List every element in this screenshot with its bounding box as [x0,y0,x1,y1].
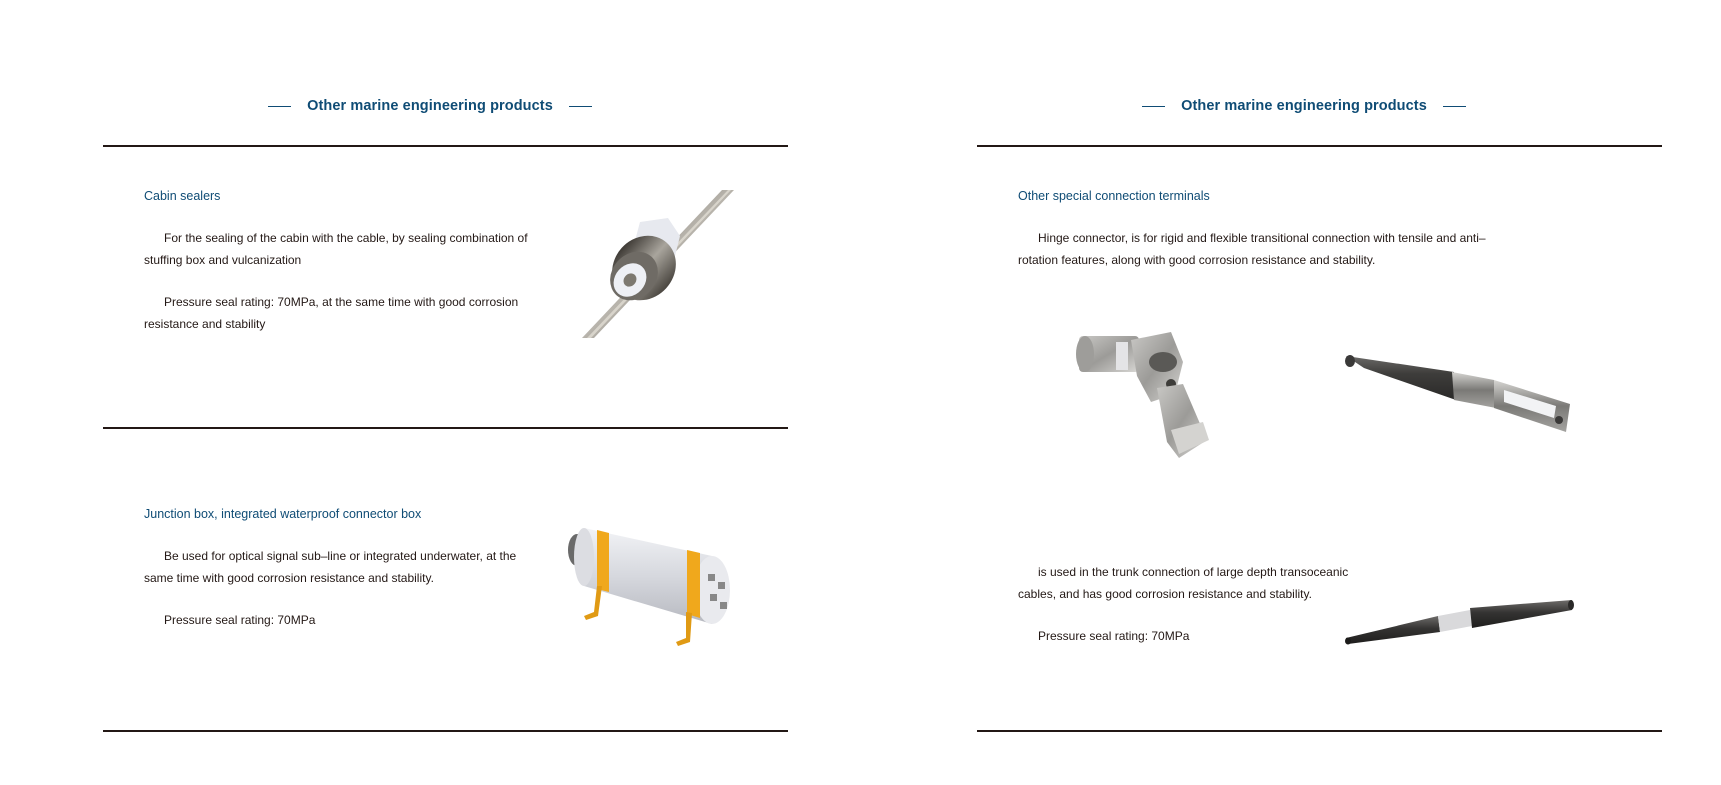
divider-bottom [977,730,1662,732]
divider-top [103,145,788,147]
page-header [0,94,860,114]
header-dash-right [569,106,592,108]
section-title-junction-box: Junction box, integrated waterproof connector box [144,507,422,521]
trunk-cable-connector-image [1344,598,1574,646]
header-dash-left [1142,106,1165,108]
cabin-sealers-desc: For the sealing of the cabin with the cable, by sealing combination of stuffing box and vulcanization [144,231,528,267]
trunk-connector-rating: Pressure seal rating: 70MPa [1038,629,1190,643]
hinge-connector-desc: Hinge connector, is for rigid and flexible transitional connection with tensile and anti–rotation features, along with good corrosion resistance and stability. [1018,231,1486,267]
divider-middle [103,427,788,429]
hinge-connector-image [1071,322,1221,462]
junction-box-rating: Pressure seal rating: 70MPa [164,613,316,627]
divider-bottom [103,730,788,732]
section-title-special-terminals: Other special connection terminals [1018,189,1210,203]
header-dash-left [268,106,291,108]
clevis-terminal-image [1344,350,1574,435]
page-title: Other marine engineering products [1181,98,1427,115]
header-dash-right [1443,106,1466,108]
page-title: Other marine engineering products [307,98,553,115]
cabin-sealers-rating: Pressure seal rating: 70MPa, at the same time with good corrosion resistance and stability [144,295,519,331]
cable-gland-sealer-image [582,190,737,338]
junction-box-image [562,516,747,651]
section-title-cabin-sealers: Cabin sealers [144,189,221,203]
left-page [0,0,860,785]
trunk-connector-desc: is used in the trunk connection of large depth transoceanic cables, and has good corrosion resistance and stability. [1018,565,1349,601]
divider-top [977,145,1662,147]
junction-box-desc: Be used for optical signal sub–line or integrated underwater, at the same time with good corrosion resistance and stability. [144,549,517,585]
right-page [874,0,1721,785]
page-header [874,94,1721,114]
